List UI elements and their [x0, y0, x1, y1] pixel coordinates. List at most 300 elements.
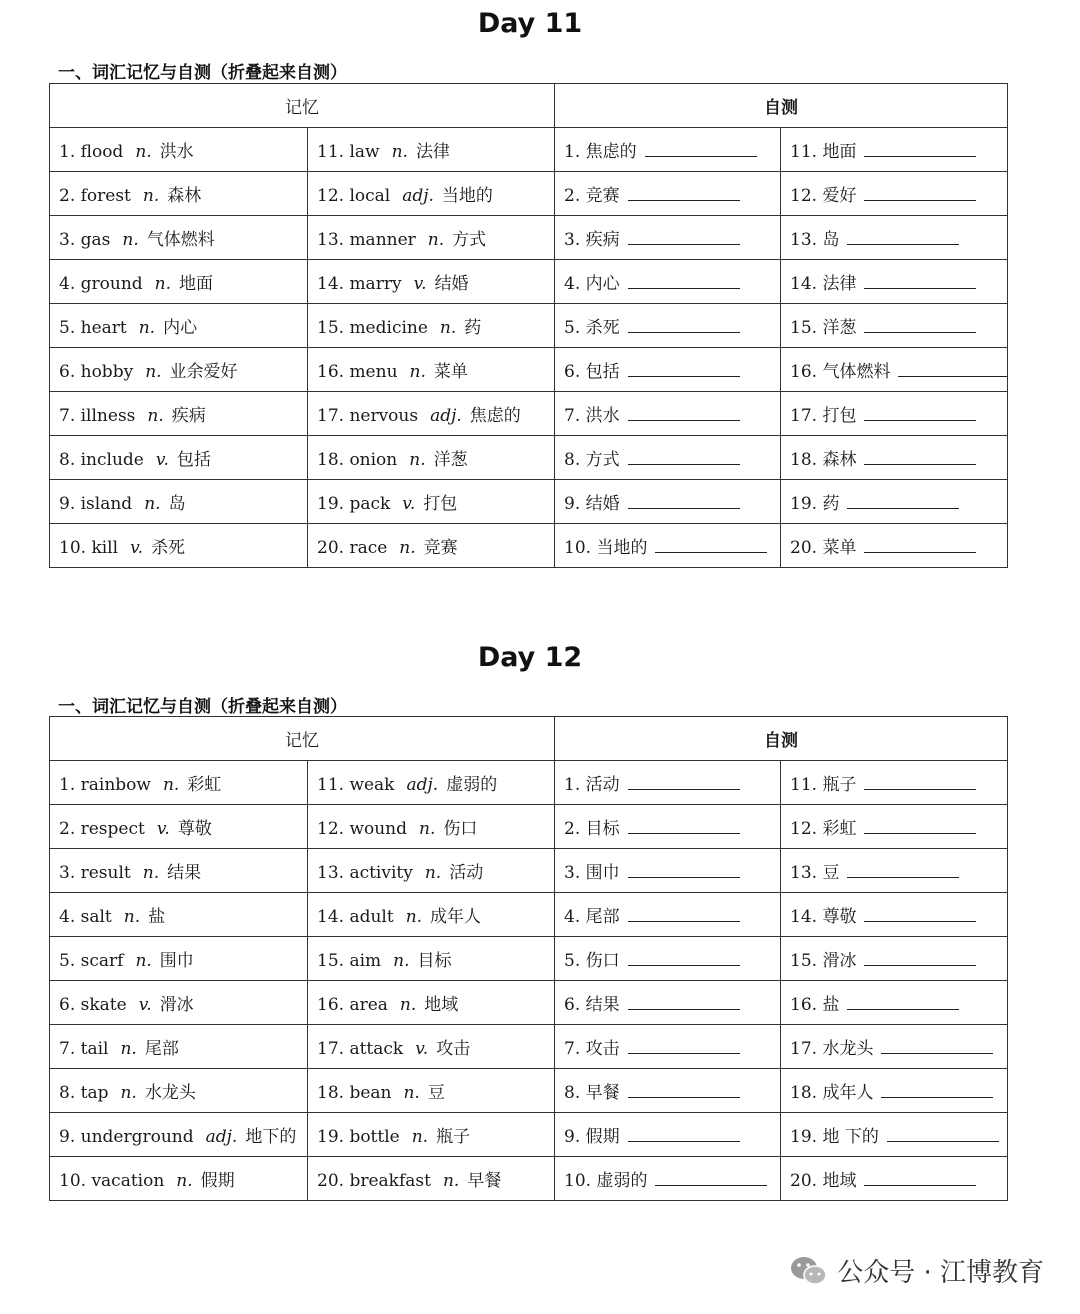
- vocab-table: [49, 716, 1008, 1201]
- self-test-prompt: 14. 尊敬: [790, 907, 857, 927]
- memory-cell: [50, 1025, 308, 1069]
- self-test-prompt: 5. 杀死: [564, 318, 620, 338]
- self-test-cell: [555, 1025, 781, 1069]
- answer-blank[interactable]: [628, 1127, 740, 1142]
- part-of-speech: n.: [411, 1127, 429, 1147]
- part-of-speech: n.: [135, 142, 152, 162]
- vocab-meaning: 目标: [417, 951, 452, 971]
- memory-cell: [50, 348, 308, 392]
- answer-blank[interactable]: [864, 907, 976, 922]
- self-test-cell: [555, 480, 781, 524]
- memory-cell: [50, 761, 308, 805]
- memory-cell: [50, 436, 308, 480]
- vocab-meaning: 法律: [415, 142, 450, 162]
- part-of-speech: n.: [138, 318, 156, 338]
- memory-cell: [50, 1113, 308, 1157]
- self-test-prompt: 1. 焦虑的: [564, 142, 637, 162]
- answer-blank[interactable]: [864, 186, 976, 201]
- self-test-prompt: 8. 方式: [564, 450, 620, 470]
- part-of-speech: adj.: [430, 406, 462, 426]
- memory-cell: [308, 216, 555, 260]
- vocab-table: [49, 83, 1008, 568]
- self-test-prompt: 6. 结果: [564, 995, 620, 1015]
- answer-blank[interactable]: [628, 494, 740, 509]
- table-row: [50, 937, 1008, 981]
- table-row: [50, 436, 1008, 480]
- self-test-cell: [555, 216, 781, 260]
- answer-blank[interactable]: [847, 863, 959, 878]
- vocab-word: 6. hobby: [59, 362, 134, 382]
- answer-blank[interactable]: [628, 362, 740, 377]
- answer-blank[interactable]: [628, 406, 740, 421]
- answer-blank[interactable]: [898, 362, 1007, 377]
- part-of-speech: n.: [409, 362, 426, 382]
- vocab-word: 12. wound: [317, 819, 408, 839]
- answer-blank[interactable]: [864, 1171, 976, 1186]
- self-test-prompt: 8. 早餐: [564, 1083, 620, 1103]
- answer-blank[interactable]: [628, 318, 740, 333]
- vocab-meaning: 伤口: [443, 819, 478, 839]
- self-test-prompt: 6. 包括: [564, 362, 620, 382]
- self-test-cell: [555, 1113, 781, 1157]
- table-row: [50, 216, 1008, 260]
- vocab-meaning: 虚弱的: [446, 775, 498, 795]
- memory-cell: [308, 805, 555, 849]
- part-of-speech: n.: [409, 450, 426, 470]
- answer-blank[interactable]: [864, 450, 976, 465]
- part-of-speech: n.: [120, 1083, 137, 1103]
- vocab-meaning: 攻击: [436, 1039, 471, 1059]
- self-test-cell: [781, 981, 1008, 1025]
- vocab-word: 5. heart: [59, 318, 127, 338]
- vocab-word: 2. forest: [59, 186, 131, 206]
- self-test-prompt: 13. 豆: [790, 863, 840, 883]
- answer-blank[interactable]: [864, 775, 976, 790]
- memory-cell: [308, 1069, 555, 1113]
- part-of-speech: n.: [176, 1171, 193, 1191]
- vocab-word: 1. flood: [59, 142, 124, 162]
- self-test-prompt: 5. 伤口: [564, 951, 620, 971]
- self-test-cell: [555, 937, 781, 981]
- self-test-prompt: 15. 滑冰: [790, 951, 857, 971]
- self-test-cell: [555, 761, 781, 805]
- memory-cell: [50, 1069, 308, 1113]
- vocab-meaning: 药: [464, 318, 482, 338]
- self-test-cell: [555, 172, 781, 216]
- part-of-speech: n.: [399, 538, 416, 558]
- table-row: [50, 1069, 1008, 1113]
- memory-cell: [50, 392, 308, 436]
- answer-blank[interactable]: [864, 318, 976, 333]
- part-of-speech: v.: [413, 274, 427, 294]
- vocab-word: 8. include: [59, 450, 144, 470]
- answer-blank[interactable]: [847, 494, 959, 509]
- self-test-cell: [781, 260, 1008, 304]
- self-test-cell: [555, 849, 781, 893]
- self-test-cell: [781, 893, 1008, 937]
- memory-cell: [308, 1025, 555, 1069]
- memory-cell: [50, 849, 308, 893]
- answer-blank[interactable]: [628, 274, 740, 289]
- part-of-speech: v.: [130, 538, 144, 558]
- memory-cell: [308, 304, 555, 348]
- self-test-prompt: 19. 地 下的: [790, 1127, 879, 1147]
- memory-cell: [308, 348, 555, 392]
- self-test-cell: [555, 392, 781, 436]
- self-test-prompt: 17. 水龙头: [790, 1039, 874, 1059]
- part-of-speech: n.: [154, 274, 172, 294]
- vocab-word: 13. manner: [317, 230, 416, 250]
- part-of-speech: n.: [399, 995, 417, 1015]
- self-test-cell: [781, 1113, 1008, 1157]
- self-test-header: 自测: [555, 717, 1008, 761]
- table-row: [50, 1113, 1008, 1157]
- vocab-word: 20. breakfast: [317, 1171, 431, 1191]
- self-test-cell: [555, 128, 781, 172]
- self-test-prompt: 4. 尾部: [564, 907, 620, 927]
- footer-watermark: [789, 1252, 1044, 1289]
- table-row: [50, 524, 1008, 568]
- section-title: 一、词汇记忆与自测（折叠起来自测）: [58, 697, 347, 717]
- memory-cell: [50, 981, 308, 1025]
- self-test-cell: [781, 172, 1008, 216]
- self-test-prompt: 13. 岛: [790, 230, 840, 250]
- footer-text: 公众号 · 江博教育: [837, 1258, 1044, 1288]
- self-test-cell: [781, 1025, 1008, 1069]
- self-test-prompt: 2. 竞赛: [564, 186, 620, 206]
- part-of-speech: n.: [120, 1039, 137, 1059]
- self-test-cell: [555, 1157, 781, 1201]
- vocab-meaning: 尾部: [144, 1039, 179, 1059]
- vocab-word: 19. pack: [317, 494, 391, 514]
- vocab-word: 2. respect: [59, 819, 145, 839]
- self-test-header: 自测: [555, 84, 1008, 128]
- memory-cell: [308, 937, 555, 981]
- self-test-prompt: 12. 爱好: [790, 186, 857, 206]
- part-of-speech: adj.: [406, 775, 439, 795]
- self-test-cell: [781, 436, 1008, 480]
- table-row: [50, 849, 1008, 893]
- part-of-speech: n.: [439, 318, 457, 338]
- part-of-speech: n.: [405, 907, 423, 927]
- self-test-prompt: 11. 地面: [790, 142, 857, 162]
- vocab-word: 18. onion: [317, 450, 398, 470]
- vocab-meaning: 豆: [427, 1083, 445, 1103]
- vocab-meaning: 森林: [167, 186, 202, 206]
- part-of-speech: v.: [155, 450, 169, 470]
- self-test-prompt: 3. 疾病: [564, 230, 620, 250]
- answer-blank[interactable]: [628, 995, 740, 1010]
- vocab-meaning: 疾病: [171, 406, 206, 426]
- answer-blank[interactable]: [628, 450, 740, 465]
- vocab-word: 10. vacation: [59, 1171, 165, 1191]
- self-test-prompt: 1. 活动: [564, 775, 620, 795]
- vocab-word: 4. ground: [59, 274, 143, 294]
- self-test-prompt: 10. 虚弱的: [564, 1171, 648, 1191]
- self-test-cell: [781, 937, 1008, 981]
- memory-cell: [50, 304, 308, 348]
- memory-cell: [50, 1157, 308, 1201]
- vocab-meaning: 内心: [163, 318, 198, 338]
- answer-blank[interactable]: [628, 230, 740, 245]
- self-test-prompt: 18. 森林: [790, 450, 857, 470]
- vocab-word: 6. skate: [59, 995, 127, 1015]
- memory-header: 记忆: [50, 84, 555, 128]
- memory-cell: [308, 1157, 555, 1201]
- vocab-word: 19. bottle: [317, 1127, 400, 1147]
- self-test-prompt: 7. 攻击: [564, 1039, 620, 1059]
- self-test-prompt: 12. 彩虹: [790, 819, 857, 839]
- table-row: [50, 805, 1008, 849]
- vocab-meaning: 活动: [449, 863, 484, 883]
- vocab-meaning: 彩虹: [187, 775, 222, 795]
- part-of-speech: n.: [147, 406, 164, 426]
- answer-blank[interactable]: [655, 538, 767, 553]
- self-test-prompt: 3. 围巾: [564, 863, 620, 883]
- memory-cell: [50, 480, 308, 524]
- self-test-cell: [555, 981, 781, 1025]
- vocab-meaning: 尊敬: [177, 819, 212, 839]
- memory-cell: [50, 937, 308, 981]
- self-test-cell: [781, 805, 1008, 849]
- vocab-meaning: 气体燃料: [146, 230, 215, 250]
- vocab-word: 14. adult: [317, 907, 394, 927]
- vocab-word: 16. menu: [317, 362, 398, 382]
- memory-cell: [50, 172, 308, 216]
- table-row: [50, 1157, 1008, 1201]
- vocab-word: 13. activity: [317, 863, 413, 883]
- memory-cell: [308, 260, 555, 304]
- answer-blank[interactable]: [864, 951, 976, 966]
- memory-cell: [308, 436, 555, 480]
- vocab-meaning: 结婚: [434, 274, 469, 294]
- answer-blank[interactable]: [864, 142, 976, 157]
- vocab-word: 15. aim: [317, 951, 382, 971]
- table-row: [50, 128, 1008, 172]
- memory-cell: [308, 128, 555, 172]
- answer-blank[interactable]: [628, 1039, 740, 1054]
- vocab-meaning: 当地的: [441, 186, 493, 206]
- vocab-word: 3. gas: [59, 230, 111, 250]
- vocab-meaning: 洪水: [159, 142, 194, 162]
- section-title: 一、词汇记忆与自测（折叠起来自测）: [58, 63, 347, 83]
- part-of-speech: n.: [142, 863, 160, 883]
- vocab-meaning: 假期: [200, 1171, 235, 1191]
- memory-cell: [308, 1113, 555, 1157]
- self-test-prompt: 18. 成年人: [790, 1083, 874, 1103]
- self-test-cell: [555, 1069, 781, 1113]
- vocab-word: 5. scarf: [59, 951, 124, 971]
- vocab-word: 18. bean: [317, 1083, 392, 1103]
- self-test-prompt: 20. 菜单: [790, 538, 857, 558]
- vocab-meaning: 方式: [452, 230, 487, 250]
- table-row: [50, 172, 1008, 216]
- self-test-prompt: 4. 内心: [564, 274, 620, 294]
- self-test-prompt: 11. 瓶子: [790, 775, 857, 795]
- vocab-meaning: 围巾: [159, 951, 194, 971]
- vocab-meaning: 滑冰: [159, 995, 194, 1015]
- part-of-speech: n.: [403, 1083, 420, 1103]
- table-row: [50, 981, 1008, 1025]
- part-of-speech: n.: [144, 494, 161, 514]
- self-test-cell: [781, 761, 1008, 805]
- memory-cell: [308, 392, 555, 436]
- vocab-word: 16. area: [317, 995, 388, 1015]
- answer-blank[interactable]: [881, 1083, 993, 1098]
- self-test-prompt: 2. 目标: [564, 819, 620, 839]
- self-test-cell: [781, 849, 1008, 893]
- vocab-meaning: 成年人: [430, 907, 482, 927]
- table-row: [50, 392, 1008, 436]
- part-of-speech: v.: [402, 494, 416, 514]
- vocab-meaning: 业余爱好: [169, 362, 238, 382]
- vocab-meaning: 地域: [424, 995, 459, 1015]
- part-of-speech: v.: [156, 819, 170, 839]
- vocab-word: 4. salt: [59, 907, 112, 927]
- vocab-meaning: 地面: [179, 274, 214, 294]
- part-of-speech: v.: [138, 995, 152, 1015]
- answer-blank[interactable]: [628, 775, 740, 790]
- day-title: Day 11: [477, 8, 583, 39]
- vocab-meaning: 竞赛: [423, 538, 458, 558]
- self-test-cell: [555, 436, 781, 480]
- table-row: [50, 761, 1008, 805]
- part-of-speech: n.: [393, 951, 410, 971]
- self-test-cell: [781, 216, 1008, 260]
- vocab-meaning: 盐: [148, 907, 166, 927]
- vocab-word: 9. underground: [59, 1127, 194, 1147]
- part-of-speech: n.: [123, 907, 141, 927]
- part-of-speech: n.: [162, 775, 180, 795]
- vocab-word: 11. weak: [317, 775, 395, 795]
- answer-blank[interactable]: [628, 863, 740, 878]
- part-of-speech: n.: [122, 230, 139, 250]
- answer-blank[interactable]: [887, 1127, 999, 1142]
- vocab-word: 9. island: [59, 494, 133, 514]
- memory-cell: [308, 849, 555, 893]
- part-of-speech: n.: [442, 1171, 460, 1191]
- vocab-word: 10. kill: [59, 538, 119, 558]
- self-test-cell: [781, 1157, 1008, 1201]
- self-test-cell: [555, 260, 781, 304]
- memory-cell: [308, 761, 555, 805]
- wechat-icon: [789, 1254, 829, 1288]
- self-test-prompt: 16. 气体燃料: [790, 362, 891, 382]
- answer-blank[interactable]: [847, 995, 959, 1010]
- table-row: [50, 480, 1008, 524]
- vocab-word: 3. result: [59, 863, 131, 883]
- part-of-speech: n.: [419, 819, 436, 839]
- part-of-speech: adj.: [402, 186, 434, 206]
- answer-blank[interactable]: [628, 1083, 740, 1098]
- self-test-cell: [781, 392, 1008, 436]
- self-test-cell: [781, 480, 1008, 524]
- self-test-cell: [781, 524, 1008, 568]
- vocab-meaning: 结果: [167, 863, 202, 883]
- part-of-speech: n.: [427, 230, 445, 250]
- vocab-word: 7. tail: [59, 1039, 109, 1059]
- self-test-prompt: 9. 假期: [564, 1127, 620, 1147]
- memory-cell: [50, 128, 308, 172]
- self-test-cell: [555, 524, 781, 568]
- answer-blank[interactable]: [864, 538, 976, 553]
- answer-blank[interactable]: [864, 274, 976, 289]
- vocab-word: 17. nervous: [317, 406, 419, 426]
- memory-cell: [50, 216, 308, 260]
- answer-blank[interactable]: [847, 230, 959, 245]
- vocab-word: 11. law: [317, 142, 380, 162]
- self-test-cell: [781, 128, 1008, 172]
- memory-cell: [50, 260, 308, 304]
- day-title: Day 12: [477, 642, 583, 673]
- self-test-cell: [555, 304, 781, 348]
- self-test-cell: [555, 805, 781, 849]
- vocab-meaning: 包括: [176, 450, 211, 470]
- part-of-speech: n.: [145, 362, 162, 382]
- vocab-word: 12. local: [317, 186, 391, 206]
- part-of-speech: n.: [135, 951, 152, 971]
- vocab-meaning: 洋葱: [433, 450, 468, 470]
- part-of-speech: v.: [415, 1039, 429, 1059]
- memory-header: 记忆: [50, 717, 555, 761]
- table-row: [50, 893, 1008, 937]
- self-test-cell: [781, 1069, 1008, 1113]
- answer-blank[interactable]: [645, 142, 757, 157]
- vocab-word: 8. tap: [59, 1083, 109, 1103]
- table-row: [50, 348, 1008, 392]
- vocab-word: 15. medicine: [317, 318, 428, 338]
- table-row: [50, 304, 1008, 348]
- vocab-meaning: 焦虑的: [469, 406, 521, 426]
- vocab-word: 14. marry: [317, 274, 402, 294]
- self-test-cell: [555, 348, 781, 392]
- memory-cell: [308, 981, 555, 1025]
- vocab-meaning: 瓶子: [436, 1127, 471, 1147]
- memory-cell: [50, 524, 308, 568]
- memory-cell: [308, 480, 555, 524]
- answer-blank[interactable]: [881, 1039, 993, 1054]
- self-test-cell: [781, 348, 1008, 392]
- answer-blank[interactable]: [864, 819, 976, 834]
- part-of-speech: n.: [391, 142, 408, 162]
- table-row: [50, 1025, 1008, 1069]
- answer-blank[interactable]: [628, 819, 740, 834]
- self-test-prompt: 9. 结婚: [564, 494, 620, 514]
- answer-blank[interactable]: [628, 186, 740, 201]
- memory-cell: [308, 172, 555, 216]
- self-test-cell: [555, 893, 781, 937]
- self-test-prompt: 17. 打包: [790, 406, 857, 426]
- answer-blank[interactable]: [628, 951, 740, 966]
- answer-blank[interactable]: [864, 406, 976, 421]
- vocab-word: 20. race: [317, 538, 388, 558]
- answer-blank[interactable]: [655, 1171, 767, 1186]
- vocab-meaning: 地下的: [245, 1127, 297, 1147]
- part-of-speech: n.: [424, 863, 442, 883]
- vocab-meaning: 菜单: [433, 362, 468, 382]
- vocab-meaning: 早餐: [467, 1171, 502, 1191]
- self-test-prompt: 14. 法律: [790, 274, 857, 294]
- part-of-speech: n.: [142, 186, 160, 206]
- answer-blank[interactable]: [628, 907, 740, 922]
- self-test-cell: [781, 304, 1008, 348]
- self-test-prompt: 7. 洪水: [564, 406, 620, 426]
- self-test-prompt: 19. 药: [790, 494, 840, 514]
- vocab-meaning: 打包: [423, 494, 458, 514]
- memory-cell: [308, 524, 555, 568]
- self-test-prompt: 16. 盐: [790, 995, 840, 1015]
- part-of-speech: adj.: [205, 1127, 238, 1147]
